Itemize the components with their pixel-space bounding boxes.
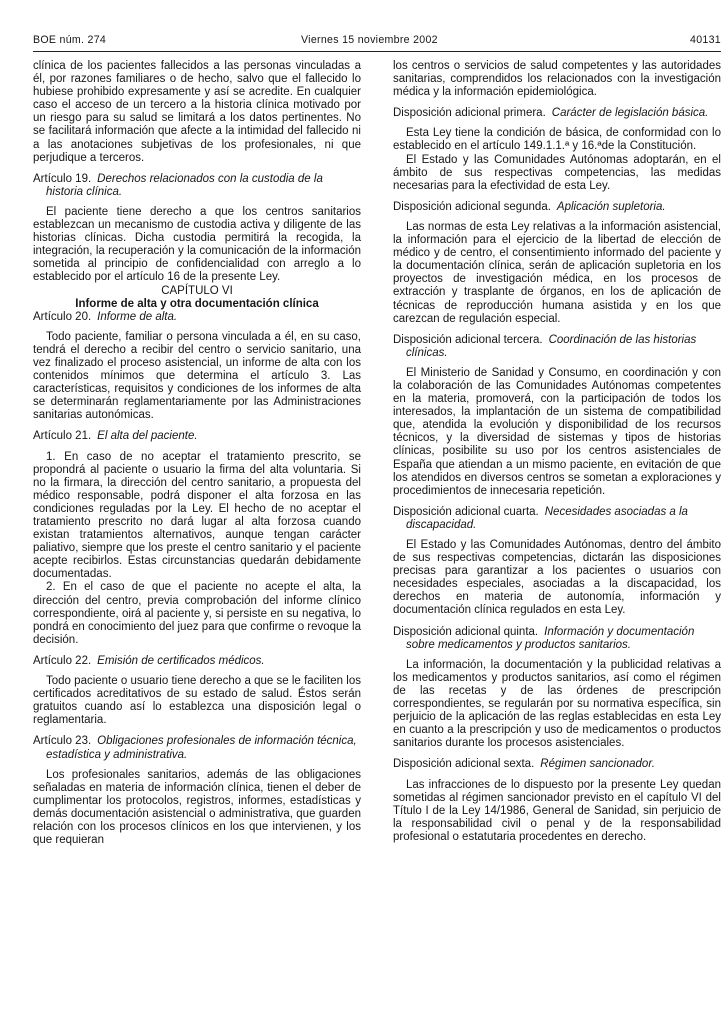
provision-number: Disposición adicional quinta. [393,625,539,638]
provision-number: Disposición adicional tercera. [393,333,543,346]
article-22-heading [33,655,361,668]
chapter-title: Informe de alta y otra documentación clínica [75,297,319,310]
article-23-paragraph: Los profesionales sanitarios, además de las obligaciones señaladas en materia de información clínica, tienen el deber de cumplimentar los protocolos, registros, informes, estadísticas y demás documentación asistencial o administrativa, que guarden relación con los procesos clínicos en los que intervienen, y los que requieran [33,768,361,847]
provision-3-paragraph: El Ministerio de Sanidad y Consumo, en coordinación y con la colaboración de las Comunidades Autónomas competentes en la materia, promoverá, con la participación de todos los interesados, la implantación de un sistema de compatibilidad que, atendida la evolución y disponibilidad de los recursos técnicos, y la diversidad de sistemas y tipos de historias clínicas, posibilite su uso por los centros asistenciales de España que atiendan a un mismo paciente, en evitación de que los atendidos en diversos centros se sometan a exploraciones y procedimientos de innecesaria repetición. [393,366,721,497]
provision-title: Necesidades asociadas a la discapacidad. [406,505,688,531]
provision-number: Disposición adicional sexta. [393,758,535,771]
page-number: 40131 [690,34,721,46]
article-number: Artículo 21. [33,430,92,443]
provision-6-heading [393,758,721,771]
provision-1-paragraph-1: Esta Ley tiene la condición de básica, de conformidad con lo establecido en el artículo 149.1.1.ª y 16.ªde la Constitución. [393,127,721,153]
article-title: El alta del paciente. [97,430,198,443]
provision-title: Aplicación supletoria. [556,200,666,213]
article-21-paragraph-1: 1. En caso de no aceptar el tratamiento prescrito, se propondrá al paciente o usuario la firma del alta voluntaria. Si no la firmara, la dirección del centro sanitario, a propuesta del médico responsable, podrá disponer el alta forzosa en las condiciones reguladas por la Ley. El hecho de no aceptar el tratamiento prescrito no dará lugar al alta forzosa cuando existan tratamientos alternativos, aunque tengan carácter paliativo, siempre que los preste el centro sanitario y el paciente acepte recibirlos. Estas circunstancias quedarán debidamente documentadas. [33,450,361,581]
article-23-heading [33,735,361,761]
continued-paragraph: los centros o servicios de salud competentes y las autoridades sanitarias, comprendidos los relacionados con la investigación médica y la información epidemiológica. [393,60,721,99]
article-number: Artículo 22. [33,654,92,667]
provision-title: Información y documentación sobre medicamentos y productos sanitarios. [406,625,695,651]
publication-date: Viernes 15 noviembre 2002 [301,34,438,46]
provision-title: Coordinación de las historias clínicas. [406,333,697,359]
page-header [33,34,721,50]
provision-2-paragraph: Las normas de esta Ley relativas a la información asistencial, la información para el ejercicio de la libertad de elección de médico y de centro, el consentimiento informado del paciente y la documentación clínica, serán de aplicación supletoria en los proyectos de investigación médica, en los procesos de extracción y trasplante de órganos, en los de aplicación de técnicas de reproducción humana asistida y en los que carezcan de regulación especial. [393,220,721,325]
article-21-paragraph-2: 2. En el caso de que el paciente no acepte el alta, la dirección del centro, previa comprobación del informe clínico correspondiente, oirá al paciente y, si persiste en su negativa, lo pondrá en conocimiento del juez para que confirme o revoque la decisión. [33,581,361,646]
provision-5-heading [393,626,721,652]
provision-number: Disposición adicional primera. [393,107,546,120]
article-20-paragraph: Todo paciente, familiar o persona vinculada a él, en su caso, tendrá el derecho a recibir del centro o servicio sanitario, una vez finalizado el proceso asistencial, un informe de alta con los contenidos mínimos que determina el artículo 3. Las características, requisitos y condiciones de los informes de alta se determinarán reglamentariamente por las Administraciones sanitarias autonómicas. [33,330,361,422]
continued-paragraph: clínica de los pacientes fallecidos a las personas vinculadas a él, por razones familiares o de hecho, salvo que el fallecido lo hubiese prohibido expresamente y así se acredite. En cualquier caso el acceso de un tercero a la historia clínica motivado por un riesgo para su salud se limitará a los datos pertinentes. No se facilitará información que afecte a la intimidad del fallecido ni a las anotaciones subjetivas de los profesionales, ni que perjudique a terceros. [33,60,361,164]
article-21-heading [33,430,361,443]
article-title: Emisión de certificados médicos. [97,654,265,667]
provision-number: Disposición adicional cuarta. [393,505,539,518]
provision-6-paragraph: Las infracciones de lo dispuesto por la presente Ley quedan sometidas al régimen sancionador previsto en el capítulo VI del Título I de la Ley 14/1986, General de Sanidad, sin perjuicio de la responsabilidad civil o penal y de la responsabilidad profesional o estatutaria procedentes en derecho. [393,778,721,843]
article-title: Obligaciones profesionales de información técnica, estadística y administrativa. [46,735,357,761]
article-20-heading [33,311,361,324]
provision-2-heading [393,201,721,214]
article-title: Informe de alta. [97,310,178,323]
provision-4-paragraph: El Estado y las Comunidades Autónomas, dentro del ámbito de sus respectivas competencias, dictarán las disposiciones precisas para garantizar a los pacientes o usuarios con necesidades especiales, asociadas a la discapacidad, los derechos en materia de autonomía, información y documentación clínica regulados en esta Ley. [393,539,721,617]
article-19-paragraph: El paciente tiene derecho a que los centros sanitarios establezcan un mecanismo de custodia activa y diligente de las historias clínicas. Dicha custodia permitirá la recogida, la integración, la recuperación y la comunicación de la información sometida al principio de confidencialidad con arreglo a lo establecido por el artículo 16 de la presente Ley. [33,205,361,284]
left-column [33,60,361,847]
provision-title: Régimen sancionador. [540,758,655,771]
provision-5-paragraph: La información, la documentación y la publicidad relativas a los medicamentos y productos sanitarios, así como el régimen de las recetas y de las órdenes de prescripción correspondientes, se regularán por su normativa específica, sin perjuicio de la aplicación de las reglas establecidas en esta Ley en cuanto a la prescripción y uso de medicamentos o productos sanitarios durante los procesos asistenciales. [393,658,721,750]
bulletin-number: BOE núm. 274 [33,34,107,46]
article-22-paragraph: Todo paciente o usuario tiene derecho a que se le faciliten los certificados acreditativos de su estado de salud. Éstos serán gratuitos cuando así lo establezca una disposición legal o reglamentaria. [33,675,361,727]
provision-number: Disposición adicional segunda. [393,200,551,213]
right-column [393,60,721,844]
article-19-heading [33,173,361,199]
article-number: Artículo 20. [33,310,92,323]
provision-3-heading [393,334,721,360]
provision-1-paragraph-2: El Estado y las Comunidades Autónomas adoptarán, en el ámbito de sus respectivas competencias, las medidas necesarias para la efectividad de esta Ley. [393,153,721,192]
chapter-label: CAPÍTULO VI [161,284,233,297]
article-number: Artículo 19. [33,172,92,185]
header-rule [33,51,721,52]
article-title: Derechos relacionados con la custodia de la historia clínica. [46,172,323,198]
provision-4-heading [393,506,721,532]
provision-title: Carácter de legislación básica. [551,107,709,120]
provision-1-heading [393,107,721,120]
article-number: Artículo 23. [33,735,92,748]
